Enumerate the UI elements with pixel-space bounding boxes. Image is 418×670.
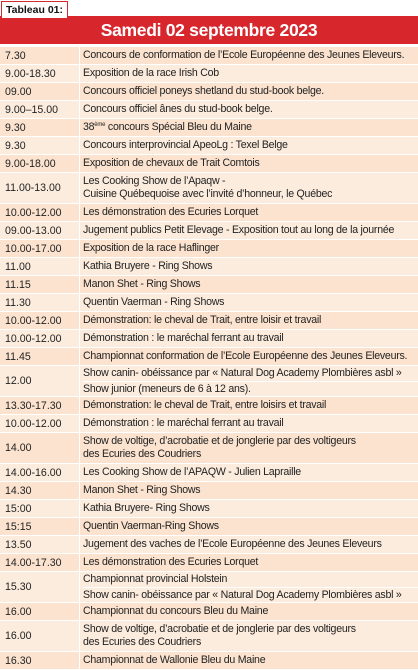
row-description [80, 47, 418, 64]
row-description-line: Manon Shet - Ring Shows [83, 278, 201, 290]
row-time: 13.30-17.30 [0, 397, 80, 414]
row-description [80, 276, 418, 293]
row-description [80, 119, 418, 136]
row-description [80, 621, 418, 651]
row-description [80, 258, 418, 275]
table-row [0, 348, 418, 366]
table-row [0, 258, 418, 276]
row-description-line: Démonstration: le cheval de Trait, entre loisirs et travail [83, 399, 327, 411]
row-time: 11.15 [0, 276, 80, 293]
row-time: 13.50 [0, 536, 80, 553]
row-description-line: Concours officiel ânes du stud-book belge. [83, 103, 273, 115]
row-description-line: Championnat conformation de l’Ecole Européenne des Jeunes Eleveurs. [83, 350, 408, 362]
row-description [80, 222, 418, 239]
row-time: 10.00-17.00 [0, 240, 80, 257]
row-description-line: Manon Shet - Ring Shows [83, 484, 201, 496]
table-row [0, 433, 418, 464]
row-time: 16.00 [0, 621, 80, 651]
row-description [80, 536, 418, 553]
row-description [80, 603, 418, 620]
row-time: 16.30 [0, 652, 80, 669]
table-row [0, 464, 418, 482]
row-description-line: Championnat provincial Holstein [83, 573, 228, 585]
row-description [80, 204, 418, 221]
table-row [0, 119, 418, 137]
row-time: 09.00-13.00 [0, 222, 80, 239]
row-time: 15.30 [0, 572, 80, 602]
row-time: 9.30 [0, 137, 80, 154]
row-time: 9.00-18.00 [0, 155, 80, 172]
row-description [80, 137, 418, 154]
row-description [80, 83, 418, 100]
row-description [80, 240, 418, 257]
row-description-line: Les Cooking Show de l’Apaqw - [83, 175, 226, 187]
row-description [80, 464, 418, 481]
row-description-line: Show de voltige, d’acrobatie et de jonglerie par des voltigeurs [83, 435, 356, 447]
row-description-line: des Ecuries des Coudriers [83, 636, 201, 648]
row-description [80, 482, 418, 499]
row-time: 14.30 [0, 482, 80, 499]
row-description-line: Show de voltige, d’acrobatie et de jonglerie par des voltigeurs [83, 623, 356, 635]
row-description [80, 65, 418, 82]
row-description [80, 652, 418, 669]
row-time: 09.00 [0, 83, 80, 100]
row-description-line: Démonstration : le maréchal ferrant au travail [83, 417, 284, 429]
row-time: 9.00-18.30 [0, 65, 80, 82]
row-description-line: 38ème concours Spécial Bleu du Maine [83, 121, 252, 133]
table-row [0, 554, 418, 572]
row-time: 10.00-12.00 [0, 204, 80, 221]
table-row [0, 415, 418, 433]
row-description-line: Show canin- obéissance par « Natural Dog Academy Plombières asbl » [83, 587, 418, 603]
table-row [0, 222, 418, 240]
row-time: 9.30 [0, 119, 80, 136]
row-time: 12.00 [0, 366, 80, 396]
row-description-line: Exposition de chevaux de Trait Comtois [83, 157, 260, 169]
table-row [0, 276, 418, 294]
table-row [0, 204, 418, 222]
row-description [80, 294, 418, 311]
row-description [80, 348, 418, 365]
row-description-line: Concours officiel poneys shetland du stud-book belge. [83, 85, 324, 97]
table-row [0, 536, 418, 554]
schedule-rows [0, 47, 418, 670]
row-description [80, 500, 418, 517]
row-description-line: Démonstration : le maréchal ferrant au travail [83, 332, 284, 344]
row-time: 11.30 [0, 294, 80, 311]
table-row [0, 101, 418, 119]
row-description [80, 330, 418, 347]
table-row [0, 137, 418, 155]
table-row [0, 312, 418, 330]
row-description-line: Exposition de la race Irish Cob [83, 67, 219, 79]
row-description [80, 366, 418, 396]
row-description-line: Concours de conformation de l’Ecole Européenne des Jeunes Eleveurs. [83, 49, 405, 61]
row-description-line: Concours interprovincial ApeoLg : Texel Belge [83, 139, 288, 151]
table-row [0, 518, 418, 536]
row-description-line: Kathia Bruyere- Ring Shows [83, 502, 210, 514]
table-row [0, 482, 418, 500]
row-description-line: Championnat du concours Bleu du Maine [83, 605, 269, 617]
table-row [0, 652, 418, 670]
row-time: 15:00 [0, 500, 80, 517]
row-description-line: Cuisine Québequoise avec l’invité d’honneur, le Québec [83, 188, 333, 200]
table-row [0, 47, 418, 65]
row-time: 11.00 [0, 258, 80, 275]
table-row [0, 83, 418, 101]
table-row [0, 603, 418, 621]
table-row [0, 294, 418, 312]
row-description-line: Démonstration: le cheval de Trait, entre loisir et travail [83, 314, 322, 326]
row-description [80, 173, 418, 203]
row-description-line: des Ecuries des Coudriers [83, 448, 201, 460]
table-row [0, 572, 418, 603]
table-label: Tableau 01: [1, 1, 68, 18]
row-time: 16.00 [0, 603, 80, 620]
row-description-line: Exposition de la race Haflinger [83, 242, 219, 254]
row-description [80, 397, 418, 414]
row-time: 10.00-12.00 [0, 330, 80, 347]
row-description-line: Quentin Vaerman-Ring Shows [83, 520, 219, 532]
table-row [0, 65, 418, 83]
table-row [0, 240, 418, 258]
row-description [80, 518, 418, 535]
row-description-line: Kathia Bruyere - Ring Shows [83, 260, 213, 272]
table-row [0, 330, 418, 348]
row-time: 10.00-12.00 [0, 415, 80, 432]
row-time: 15:15 [0, 518, 80, 535]
row-description-line: Les démonstration des Ecuries Lorquet [83, 206, 259, 218]
row-description-line: Quentin Vaerman - Ring Shows [83, 296, 225, 308]
row-time: 7.30 [0, 47, 80, 64]
row-description-line: Championnat de Wallonie Bleu du Maine [83, 654, 266, 666]
table-row [0, 500, 418, 518]
row-description [80, 155, 418, 172]
table-row [0, 155, 418, 173]
row-description [80, 554, 418, 571]
table-row [0, 366, 418, 397]
row-description [80, 415, 418, 432]
row-description-line: Jugement des vaches de l’Ecole Européenne des Jeunes Eleveurs [83, 538, 382, 550]
row-time: 9.00–15.00 [0, 101, 80, 118]
row-description [80, 312, 418, 329]
row-time: 11.00-13.00 [0, 173, 80, 203]
row-description-line: Show junior (meneurs de 6 à 12 ans). [83, 381, 418, 397]
row-time: 10.00-12.00 [0, 312, 80, 329]
row-description-line: Les démonstration des Ecuries Lorquet [83, 556, 259, 568]
row-description-line: Jugement publics Petit Elevage - Exposition tout au long de la journée [83, 224, 395, 236]
row-description [80, 433, 418, 463]
row-time: 14.00-16.00 [0, 464, 80, 481]
row-description-line: Les Cooking Show de l’APAQW - Julien Lapraille [83, 466, 301, 478]
table-row [0, 397, 418, 415]
table-row [0, 621, 418, 652]
row-time: 11.45 [0, 348, 80, 365]
row-description-line: Show canin- obéissance par « Natural Dog Academy Plombières asbl » [83, 367, 402, 379]
table-row [0, 173, 418, 204]
row-description [80, 572, 418, 602]
row-time: 14.00 [0, 433, 80, 463]
row-time: 14.00-17.30 [0, 554, 80, 571]
table-header: Samedi 02 septembre 2023 [0, 16, 418, 44]
row-description [80, 101, 418, 118]
